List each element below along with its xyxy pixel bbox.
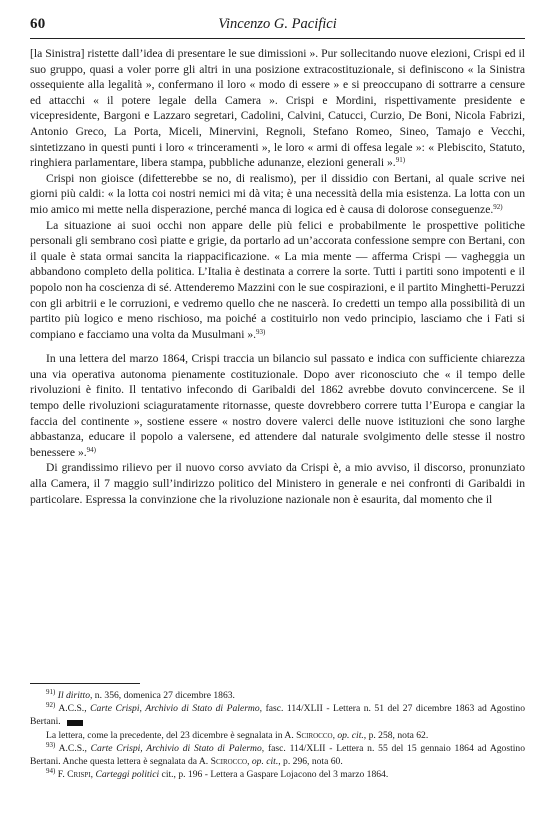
footnote-93: $^{93)}$ A.C.S., Carte Crispi, Archivio di Stato di Palermo, fasc. 114/XLII - Lettera n. 55 del 15 gennaio 1864 ad Agostino Bertani. Anche questa lettera è segnalata da A. Scirocco, op. cit., p. 296, nota 60. (30, 740, 526, 768)
running-head: Vincenzo G. Pacifici (218, 16, 337, 32)
footnote-ref[interactable]: 91) (395, 156, 406, 165)
paragraph: [la Sinistra] ristette dall’idea di presentare le sue dimissioni ». Pur sollecitando nuove elezioni, Crispi ed il suo gruppo, quasi a voler porre gli altri in una posizione extracostituzionale, si definiscono « la Sinistra ossequiente alla legalità », confermano il loro « modo di essere » e si preoccupano di sottrarre a censure ed attacchi « il potere legale della Camera ». Crispi e Mordini, rispettivamente presidente e vicepresidente, Bargoni e Lazzaro segretari, Cadolini, Calvini, Catucci, Curzio, De Boni, Nicola Fabrizi, Antonio Greco, La Porta, Miceli, Minervini, Regnoli, Stefano Romeo, Sineo, Tamajo e Vecchi, sintetizzano in questi punti i loro « trinceramenti », le loro « armi di offesa legale »: « Plebiscito, Statuto, ringhiera parlamentare, libera stampa, pubbliche adunanze, elezioni generali ».$^{91)}$ (30, 47, 525, 170)
paragraph: Di grandissimo rilievo per il nuovo corso avviato da Crispi è, a mio avviso, il discorso, pronunziato alla Camera, il 7 maggio sull’indirizzo politico del Ministero in generale e nei confronti di Garibaldi in particolare. Espressa la convinzione che la rivoluzione nazionale non è esaurita, dal momento che il (30, 461, 525, 506)
footnote-ref[interactable]: 92) (493, 202, 503, 211)
footnote-separator (30, 683, 140, 684)
footnote-92: $^{92)}$ A.C.S., Carte Crispi, Archivio di Stato di Palermo, fasc. 114/XLII - Lettera n. 51 del 27 dicembre 1863 ad Agostino Bertani. (30, 701, 526, 728)
footnote-ref[interactable]: 93) (256, 327, 266, 336)
page-header (30, 16, 525, 39)
footnote-91: $^{91)}$ Il diritto, n. 356, domenica 27 dicembre 1863. (46, 688, 235, 701)
ink-mark (67, 720, 83, 726)
paragraph: Crispi non gioisce (difetterebbe se no, di realismo), per il dissidio con Bertani, al quale scrive nei giorni più caldi: « la lotta coi nostri nemici mi dà vita; è una necessità della mia esistenza. La lotta con un mio amico mi mette nella disperazione, perché manca di logica ed è causa di dolorose conseguenze.$^{92)}$ (30, 171, 525, 216)
page-number: 60 (30, 16, 46, 32)
body-text (30, 46, 525, 507)
footnote-94: $^{94)}$ F. Crispi, Carteggi politici cit., p. 196 - Lettera a Gaspare Lojacono del 3 marzo 1864. (46, 767, 389, 781)
section-gap (30, 342, 525, 351)
paragraph: La situazione ai suoi occhi non appare delle più felici e probabilmente le prospettive politiche personali gli sembrano così piatte e grigie, da portarlo ad un’accorata confessione sempre con Bertani, con il quale è stata ormai sancita la riappacificazione. « La mia mente — afferma Crispi — vagheggia un abbandono completo della politica. L’Italia è destinata a correre la sorte. Tutti i partiti sono impotenti e il popolo non ha coscienza di sé. Attenderemo Mazzini con le sue cospirazioni, e il partito Minghetti-Peruzzi con gli arbitrii e le corruzioni, e vedremo quello che ne nascerà. Io credetti un tempo alla possibilità di un partito più logico e meno rischioso, ma poiché a costituirlo non vedo principio, lasciamo che i Fati si compiano e facciamo una volta da Musulmani ».$^{93)}$ (30, 218, 525, 341)
footnotes (30, 689, 525, 781)
paragraph: In una lettera del marzo 1864, Crispi traccia un bilancio sul passato e indica con sufficiente chiarezza una via operativa autonoma pienamente costituzionale. Dopo aver riconosciuto che « il tempo delle rivoluzioni è finito. Il tentativo infecondo di Garibaldi del 1862 avrebbe dovuto convincercene. Se il tempo delle rivoluzioni sciaguratamente ritornasse, queste dovrebbero correre tutta l’Europa e cangiar la faccia del continente », sostiene essere « nostro dovere valerci delle nuove istituzioni che sono larghe abbastanza, educare il popolo a valersene, ed attendere dal naturale svolgimento delle stesse il nostro benessere ».$^{94)}$ (30, 352, 525, 459)
footnote-ref[interactable]: 94) (86, 445, 96, 454)
footnote-92-continuation: La lettera, come la precedente, del 23 dicembre è segnalata in A. Scirocco, op. cit., p. 258, nota 62. (46, 729, 429, 741)
